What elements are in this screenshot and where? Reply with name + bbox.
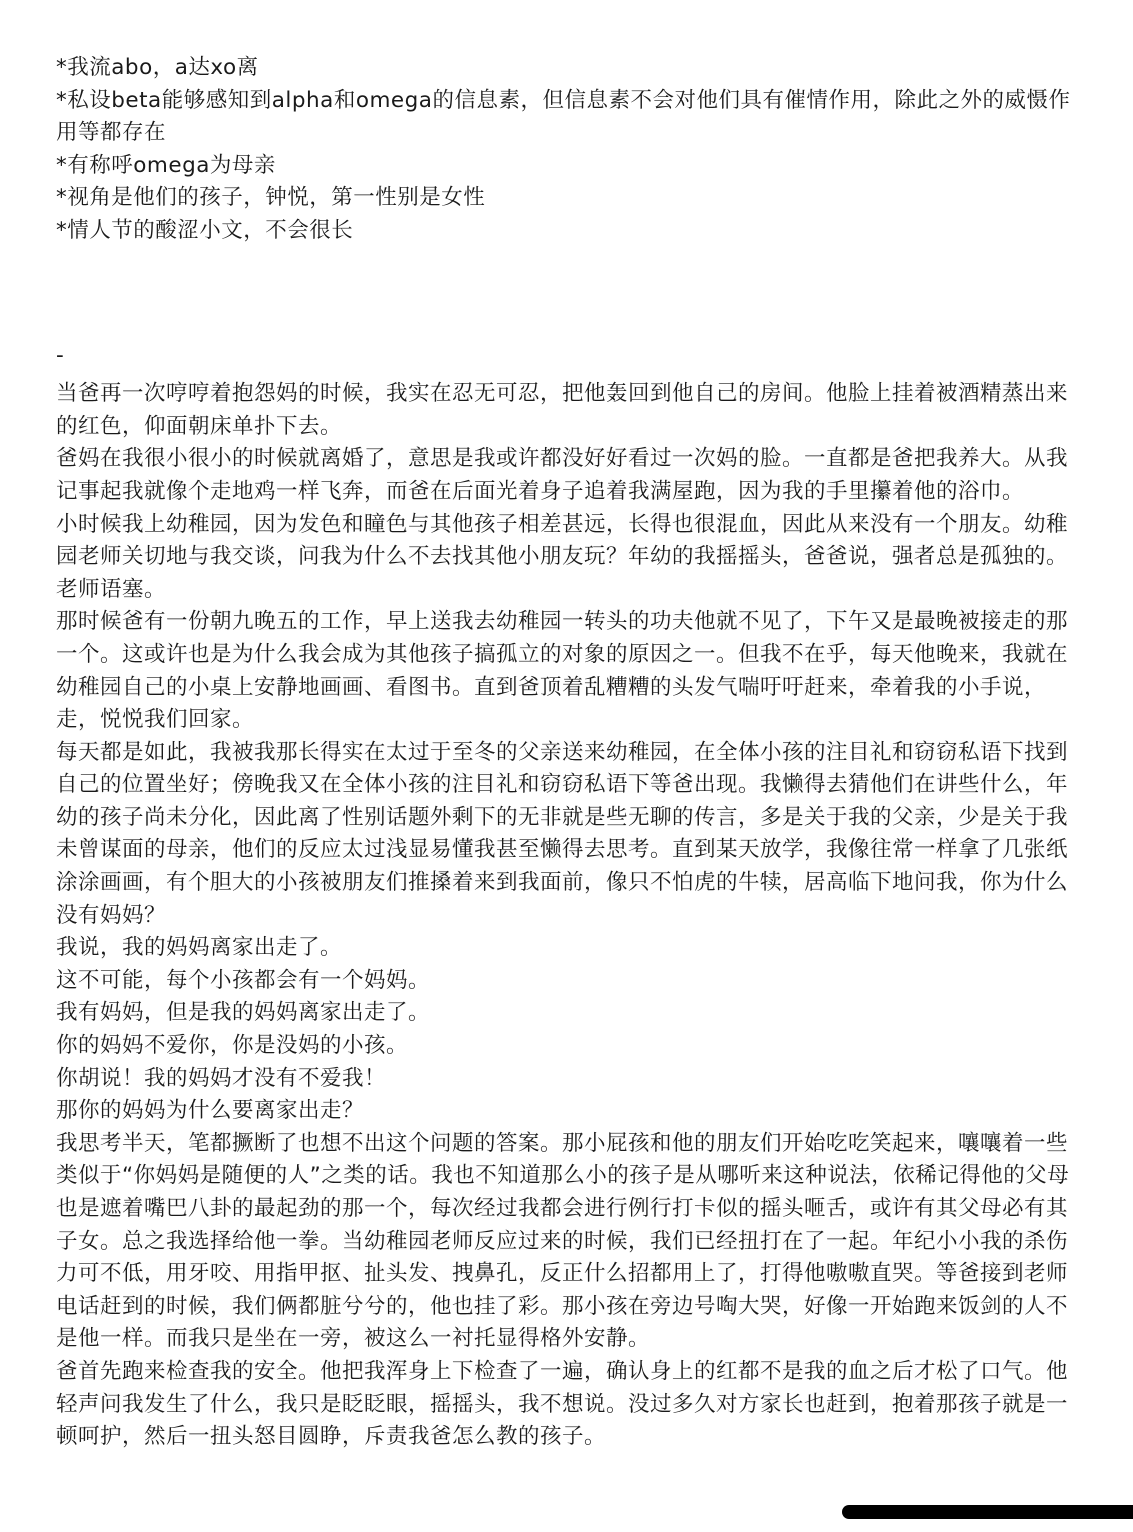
story-paragraph: 爸妈在我很小很小的时候就离婚了，意思是我或许都没好好看过一次妈的脸。一直都是爸把我养大。从我记事起我就像个走地鸡一样飞奔，而爸在后面光着身子追着我满屋跑，因为我的手里攥着他的浴巾。 [56, 446, 1069, 504]
story-paragraph: 当爸再一次哼哼着抱怨妈的时候，我实在忍无可忍，把他轰回到他自己的房间。他脸上挂着被酒精蒸出来的红色，仰面朝床单扑下去。 [56, 381, 1069, 439]
story-paragraph: 我思考半天，笔都撅断了也想不出这个问题的答案。那小屁孩和他的朋友们开始吃吃笑起来，嚷嚷着一些类似于“你妈妈是随便的人”之类的话。我也不知道那么小的孩子是从哪听来这种说法，依稀记得他的父母也是遮着嘴巴八卦的最起劲的那一个，每次经过我都会进行例行打卡似的摇头咂舌，或许有其父母必有其子女。总之我选择给他一拳。当幼稚园老师反应过来的时候，我们已经扭打在了一起。年纪小小我的杀伤力可不低，用牙咬、用指甲抠、扯头发、拽鼻孔，反正什么招都用上了，打得他嗷嗷直哭。等爸接到老师电话赶到的时候，我们俩都脏兮兮的，他也挂了彩。那小孩在旁边号啕大哭，好像一开始跑来饭剑的人不是他一样。而我只是坐在一旁，被这么一衬托显得格外安静。 [56, 1130, 1070, 1352]
dialogue-line: 你的妈妈不爱你，你是没妈的小孩。 [56, 1033, 409, 1059]
dialogue-line: 我有妈妈，但是我的妈妈离家出走了。 [56, 1000, 431, 1026]
dialogue-line: 我说，我的妈妈离家出走了。 [56, 935, 343, 961]
author-notes [56, 52, 1086, 248]
story-text [56, 378, 1086, 1454]
note-line: *情人节的酸涩小文，不会很长 [56, 217, 354, 243]
dialogue-line: 那你的妈妈为什么要离家出走？ [56, 1098, 365, 1124]
note-line: *私设beta能够感知到alpha和omega的信息素，但信息素不会对他们具有催情作用，除此之外的威慑作用等都存在 [56, 87, 1071, 146]
home-indicator-bar[interactable] [842, 1505, 1133, 1519]
story-paragraph: 小时候我上幼稚园，因为发色和瞳色与其他孩子相差甚远，长得也很混血，因此从来没有一个朋友。幼稚园老师关切地与我交谈，问我为什么不去找其他小朋友玩？年幼的我摇摇头，爸爸说，强者总是孤独的。老师语塞。 [56, 511, 1069, 602]
document-body [56, 52, 1086, 1454]
note-line: *有称呼omega为母亲 [56, 152, 276, 178]
dialogue-line: 这不可能，每个小孩都会有一个妈妈。 [56, 967, 431, 993]
story-paragraph: 那时候爸有一份朝九晚五的工作，早上送我去幼稚园一转头的功夫他就不见了，下午又是最晚被接走的那一个。这或许也是为什么我会成为其他孩子搞孤立的对象的原因之一。但我不在乎，每天他晚来，我就在幼稚园自己的小桌上安静地画画、看图书。直到爸顶着乱糟糟的头发气喘吁吁赶来，牵着我的小手说，走，悦悦我们回家。 [56, 609, 1069, 733]
story-paragraph: 爸首先跑来检查我的安全。他把我浑身上下检查了一遍，确认身上的红都不是我的血之后才松了口气。他轻声问我发生了什么，我只是眨眨眼，摇摇头，我不想说。没过多久对方家长也赶到，抱着那孩子就是一顿呵护，然后一扭头怒目圆睁，斥责我爸怎么教的孩子。 [56, 1358, 1069, 1450]
dialogue-line: 你胡说！我的妈妈才没有不爱我！ [56, 1065, 387, 1091]
section-divider: - [56, 342, 65, 368]
note-line: *视角是他们的孩子，钟悦，第一性别是女性 [56, 185, 486, 211]
story-paragraph: 每天都是如此，我被我那长得实在太过于至冬的父亲送来幼稚园，在全体小孩的注目礼和窃窃私语下找到自己的位置坐好；傍晚我又在全体小孩的注目礼和窃窃私语下等爸出现。我懒得去猜他们在讲些什么，年幼的孩子尚未分化，因此离了性别话题外剩下的无非就是些无聊的传言，多是关于我的父亲，少是关于我未曾谋面的母亲，他们的反应太过浅显易懂我甚至懒得去思考。直到某天放学，我像往常一样拿了几张纸涂涂画画，有个胆大的小孩被朋友们推搡着来到我面前，像只不怕虎的牛犊，居高临下地问我，你为什么没有妈妈？ [56, 739, 1069, 928]
note-line: *我流abo，a达xo离 [56, 55, 259, 80]
